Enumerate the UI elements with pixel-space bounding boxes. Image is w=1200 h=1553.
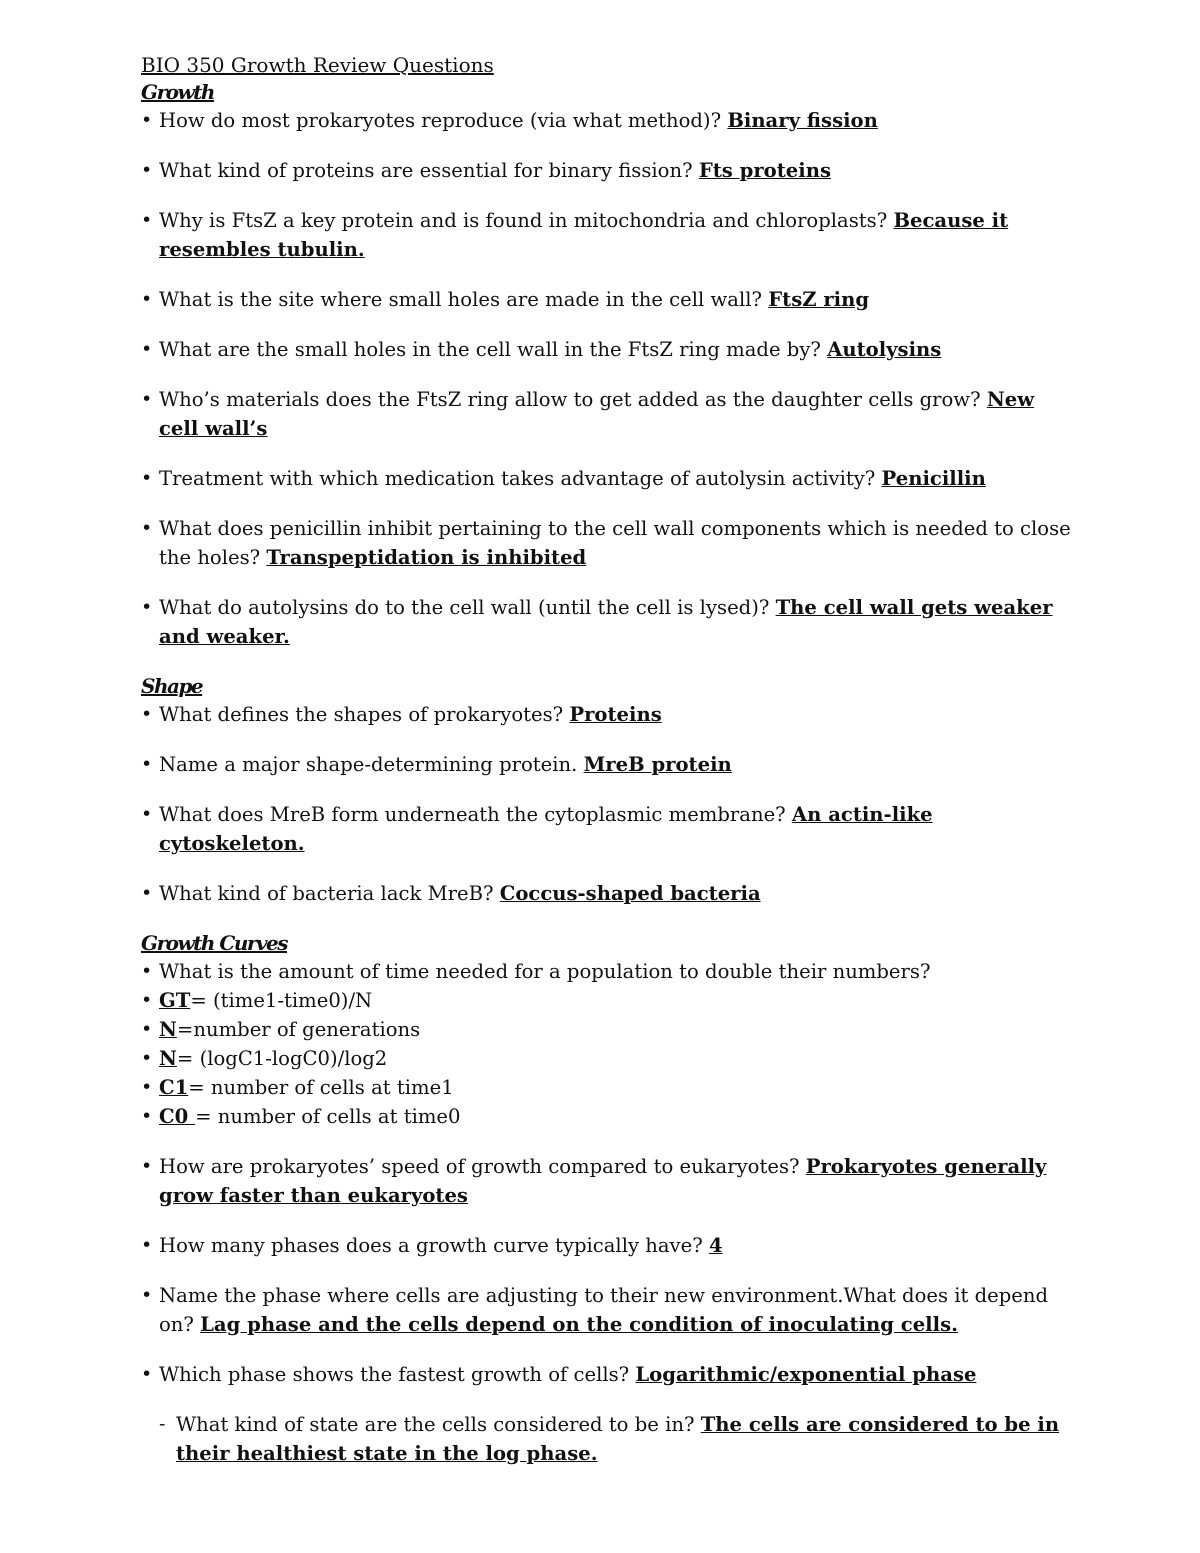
formula-item [141,1073,1071,1102]
answer-text: Penicillin [881,467,986,490]
answer-text: Fts proteins [698,159,831,182]
answer-text: Autolysins [827,338,942,361]
question-text: What kind of proteins are essential for binary fission? [159,159,699,182]
answer-text: Binary fission [727,109,878,132]
question-text: What does MreB form underneath the cytoplasmic membrane? [159,803,792,826]
question-item [141,514,1071,572]
formula-term: N [159,1018,177,1041]
formula-definition: = (time1-time0)/N [190,989,373,1012]
growth-question-list [141,106,1071,651]
question-text: What kind of bacteria lack MreB? [159,882,500,905]
formula-term: C0 [159,1105,196,1128]
question-text: Treatment with which medication takes advantage of autolysin activity? [159,467,882,490]
question-text: What do autolysins do to the cell wall (until the cell is lysed)? [159,596,776,619]
formula-item [141,986,1071,1015]
question-item [141,700,1071,729]
question-text: How do most prokaryotes reproduce (via what method)? [159,109,728,132]
formula-item [141,1044,1071,1073]
answer-text: Proteins [569,703,662,726]
shape-question-list [141,700,1071,908]
question-text: How are prokaryotes’ speed of growth compared to eukaryotes? [159,1155,806,1178]
question-item [141,385,1071,443]
answer-text: FtsZ ring [768,288,870,311]
question-item [141,285,1071,314]
formula-definition: = number of cells at time1 [188,1076,454,1099]
question-item [141,750,1071,779]
question-item [141,156,1071,185]
question-item [141,1281,1071,1339]
answer-text: An actin-like cytoskeleton. [159,803,933,855]
question-item [141,106,1071,135]
question-text: Name the phase where cells are adjusting to their new environment.What does it depend on? [159,1284,1049,1336]
question-text: What does penicillin inhibit pertaining to the cell wall components which is needed to close the holes? [159,517,1071,569]
question-text: What are the small holes in the cell wall in the FtsZ ring made by? [159,338,828,361]
formula-item [141,1102,1071,1131]
question-item [141,1231,1071,1260]
section-heading-growth: Growth [141,80,214,104]
question-item [141,1360,1071,1389]
question-text: What is the amount of time needed for a population to double their numbers? [159,960,931,983]
question-text: Why is FtsZ a key protein and is found in mitochondria and chloroplasts? [159,209,894,232]
question-item [141,957,1071,986]
formula-definition: = number of cells at time0 [195,1105,461,1128]
answer-text: The cell wall gets weaker and weaker. [159,596,1053,648]
answer-text: Because it resembles tubulin. [159,209,1009,261]
question-text: What kind of state are the cells considered to be in? [176,1413,701,1436]
document-page [141,52,1071,1489]
question-item [141,464,1071,493]
question-text: Which phase shows the fastest growth of cells? [159,1363,636,1386]
answer-text: Transpeptidation is inhibited [266,546,587,569]
question-item [141,206,1071,264]
question-text: What is the site where small holes are made in the cell wall? [159,288,769,311]
answer-text: MreB protein [583,753,732,776]
question-text: What defines the shapes of prokaryotes? [159,703,570,726]
question-item [141,593,1071,651]
sub-question-item [141,1410,1071,1468]
growth-curves-list [141,957,1071,1468]
answer-text: The cells are considered to be in their healthiest state in the log phase. [176,1413,1060,1465]
question-text: Who’s materials does the FtsZ ring allow to get added as the daughter cells grow? [159,388,987,411]
answer-text: New cell wall’s [159,388,1035,440]
question-item [141,879,1071,908]
answer-text: Logarithmic/exponential phase [635,1363,977,1386]
section-heading-shape: Shape [141,674,203,698]
question-text: Name a major shape-determining protein. [159,753,584,776]
question-item [141,1152,1071,1210]
formula-definition: =number of generations [176,1018,421,1041]
formula-item [141,1015,1071,1044]
answer-text: Prokaryotes generally grow faster than eukaryotes [159,1155,1047,1207]
formula-definition: = (logC1-logC0)/log2 [176,1047,388,1070]
answer-text: Lag phase and the cells depend on the condition of inoculating cells. [200,1313,958,1336]
answer-text: Coccus-shaped bacteria [499,882,761,905]
question-item [141,335,1071,364]
formula-term: N [159,1047,177,1070]
question-item [141,800,1071,858]
section-heading-growth-curves: Growth Curves [141,931,288,955]
answer-text: 4 [708,1234,723,1257]
document-title: BIO 350 Growth Review Questions [141,53,494,77]
formula-term: GT [159,989,191,1012]
formula-term: C1 [159,1076,189,1099]
question-text: How many phases does a growth curve typically have? [159,1234,709,1257]
